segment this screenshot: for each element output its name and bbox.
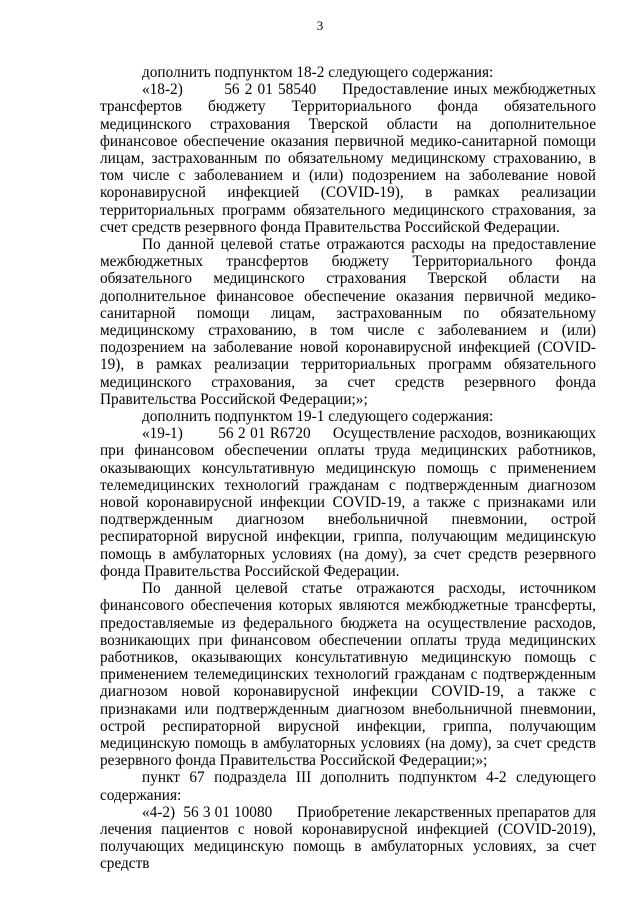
paragraph-item-19-1-description: По данной целевой статье отражаются расходы, источником финансового обеспечения которых являются межбюджетные трансферты, предоставляемые из федерального бюджета на осуществление расходов, возникающих при финансовом обеспечении оплаты труда медицинских работников, оказывающих консультативную медицинскую помощь с применением телемедицинских технологий гражданам с подтвержденным диагнозом новой коронавирусной инфекции COVID-19, а также с признаками или подтвержденным диагнозом внебольничной пневмонии, острой респираторной вирусной инфекции, гриппа, получающим медицинскую помощь в амбулаторных условиях (на дому), за счет средств резервного фонда Правительства Российской Федерации;»; (100, 580, 596, 770)
paragraph-item-18-2: «18-2) 56 2 01 58540 Предоставление иных межбюджетных трансфертов бюджету Территориального фонда обязательного медицинского страхования Тверской области на дополнительное финансовое обеспечение оказания первичной медико-санитарной помощи лицам, застрахованным по обязательному медицинскому страхованию, в том числе с заболеванием и (или) подозрением на заболевание новой коронавирусной инфекцией (COVID-19), в рамках реализации территориальных программ обязательного медицинского страхования, за счет средств резервного фонда Правительства Российской Федерации. (100, 81, 596, 236)
document-body (100, 64, 596, 873)
paragraph-item-19-1: «19-1) 56 2 01 R6720 Осуществление расходов, возникающих при финансовом обеспечении оплаты труда медицинских работников, оказывающих консультативную медицинскую помощь с применением телемедицинских технологий гражданам с подтвержденным диагнозом новой коронавирусной инфекции COVID-19, а также с признаками или подтвержденным диагнозом внебольничной пневмонии, острой респираторной вирусной инфекции, гриппа, получающим медицинскую помощь в амбулаторных условиях (на дому), за счет средств резервного фонда Правительства Российской Федерации. (100, 425, 596, 580)
paragraph-amend-67-intro: пункт 67 подраздела III дополнить подпунктом 4-2 следующего содержания: (100, 769, 596, 804)
paragraph-item-18-2-description: По данной целевой статье отражаются расходы на предоставление межбюджетных трансфертов бюджету Территориального фонда обязательного медицинского страхования Тверской области на дополнительное финансовое обеспечение оказания первичной медико-санитарной помощи лицам, застрахованным по обязательному медицинскому страхованию, в том числе с заболеванием и (или) подозрением на заболевание новой коронавирусной инфекцией (COVID-19), в рамках реализации территориальных программ обязательного медицинского страхования, за счет средств резервного фонда Правительства Российской Федерации;»; (100, 236, 596, 408)
paragraph-item-4-2: «4-2) 56 3 01 10080 Приобретение лекарственных препаратов для лечения пациентов с новой коронавирусной инфекцией (COVID-2019), получающих медицинскую помощь в амбулаторных условиях, за счет средств (100, 803, 596, 873)
paragraph-amend-19-1-intro: дополнить подпунктом 19-1 следующего содержания: (142, 408, 494, 426)
page-number: 3 (316, 18, 324, 33)
paragraph-amend-18-2-intro: дополнить подпунктом 18-2 следующего содержания: (142, 64, 494, 81)
